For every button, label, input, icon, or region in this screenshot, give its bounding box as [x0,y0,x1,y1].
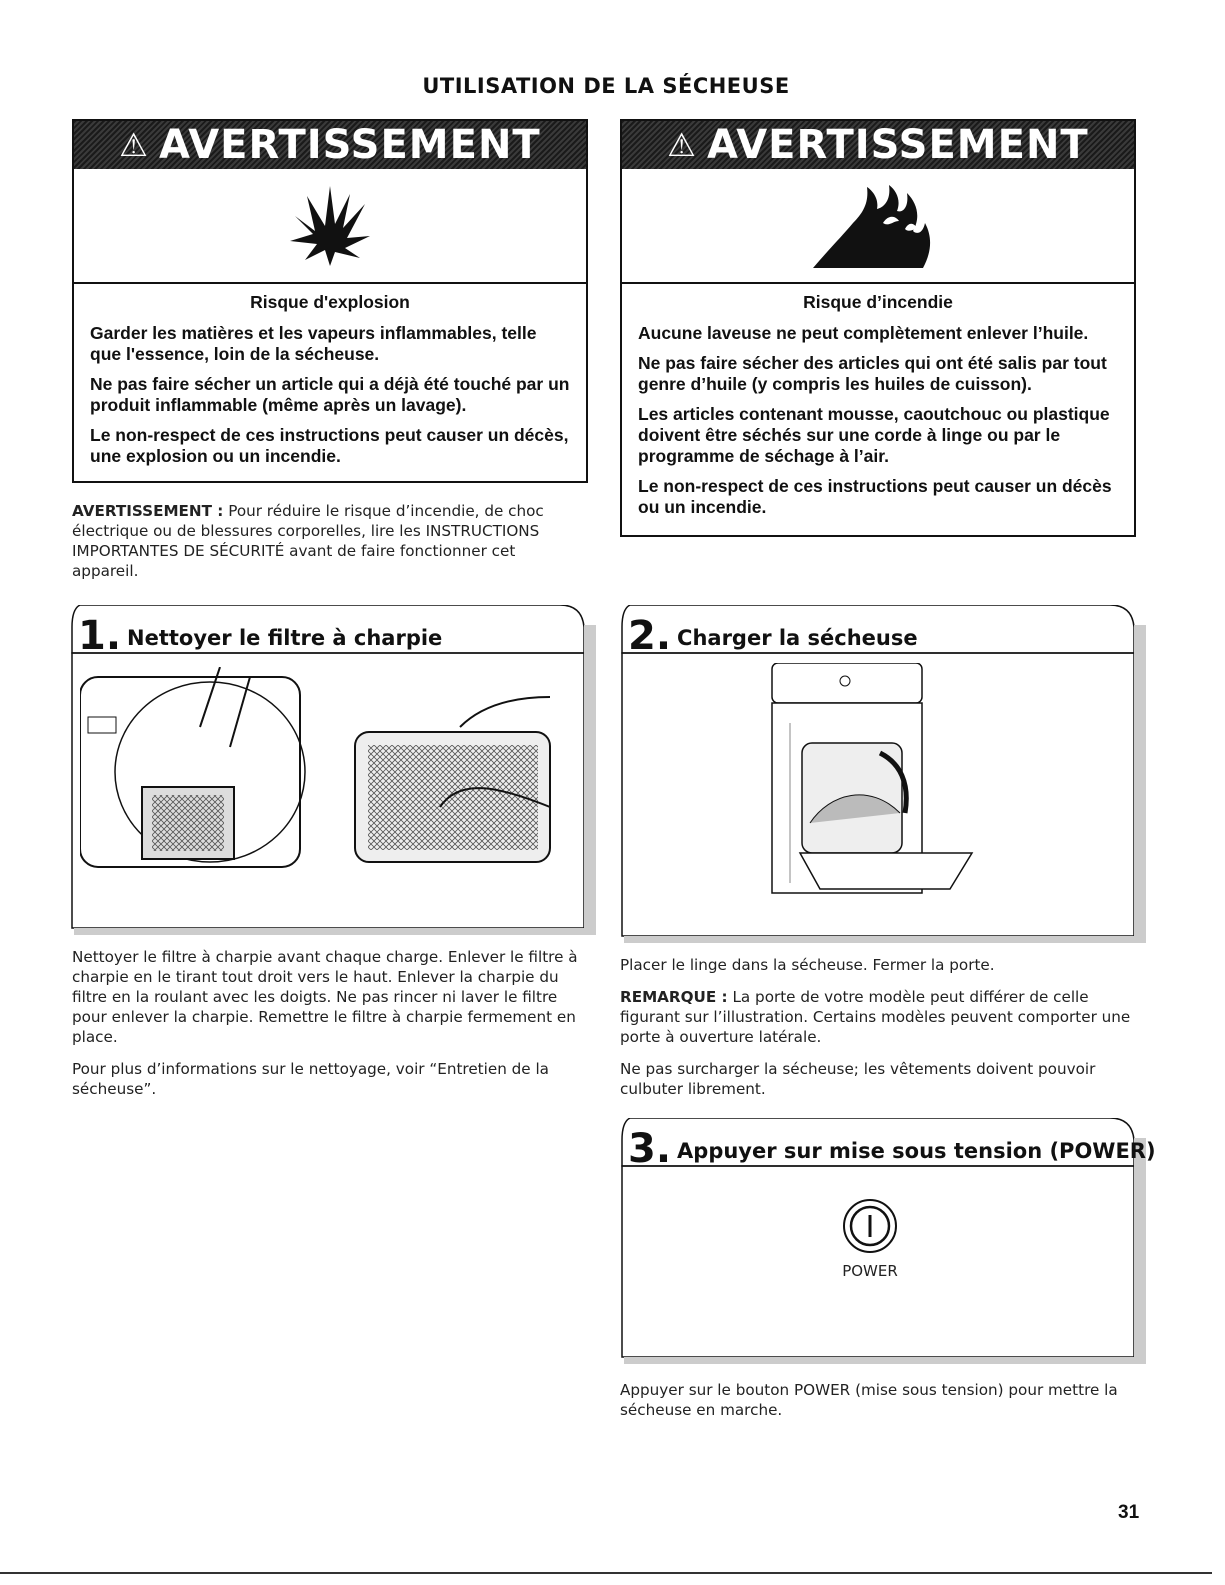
safety-note-text: Pour réduire le risque d’incendie, de choc électrique ou de blessures corporelles, lire les INSTRUCTIONS IMPORTANTES DE SÉCURITÉ avant de faire fonctionner cet appareil. [72,502,544,580]
step-3-text: Appuyer sur le bouton POWER (mise sous tension) pour mettre la sécheuse en marche. [620,1381,1118,1419]
fire-icon [622,169,1134,284]
step-1-title: 1. Nettoyer le filtre à charpie [78,613,443,659]
warning-box-fire [620,119,1136,537]
risk-title: Risque d’incendie [803,292,953,312]
explosion-icon [74,169,586,284]
dryer-illustration [760,663,980,907]
warning-header-label: AVERTISSEMENT [706,122,1089,168]
step-3-title: 3. Appuyer sur mise sous tension (POWER) [628,1126,1156,1172]
warning-line: Ne pas faire sécher un article qui a déjà été touché par un produit inflammable (même après un lavage). [90,374,570,415]
safety-note-label: AVERTISSEMENT : [72,502,224,520]
page-number: 31 [1118,1502,1140,1523]
warning-header [622,121,1134,169]
remark-label: REMARQUE : [620,988,728,1006]
safety-note [72,501,572,581]
step-2-panel [610,605,1150,943]
step-1-text: Nettoyer le filtre à charpie avant chaque charge. Enlever le filtre à charpie en le tirant tout droit vers le haut. Enlever la charpie du filtre en la roulant avec les doigts. Ne pas rincer ni laver le filtre pour enlever la charpie. Remettre le filtre à charpie fermement en place. Pour plus d’informations sur le nettoyage, voir “Entretien de la sécheuse”. [72,948,578,1098]
warning-line: Les articles contenant mousse, caoutchouc ou plastique doivent être séchés sur une corde à linge ou par le programme de séchage à l’air. [638,404,1110,466]
warning-line: Le non-respect de ces instructions peut causer un décès ou un incendie. [638,476,1112,517]
warning-line: Aucune laveuse ne peut complètement enlever l’huile. [638,323,1089,343]
warning-header [74,121,586,169]
step-2-text: Placer le linge dans la sécheuse. Fermer la porte. REMARQUE : La porte de votre modèle peut différer de celle figurant sur l’illustration. Certains modèles peuvent comporter une porte à ouverture latérale. Ne pas surcharger la sécheuse; les vêtements doivent pouvoir culbuter librement. [620,956,1131,1098]
warning-line: Ne pas faire sécher des articles qui ont été salis par tout genre d’huile (y compris les huiles de cuisson). [638,353,1107,394]
risk-title: Risque d'explosion [250,292,410,312]
step-3-panel [610,1118,1156,1364]
page-title: UTILISATION DE LA SÉCHEUSE [422,74,790,98]
warning-line: Le non-respect de ces instructions peut causer un décès, une explosion ou un incendie. [90,425,569,466]
power-label: POWER [842,1262,898,1280]
warning-triangle-icon: ⚠ [119,126,149,164]
bottom-rule [0,1572,1212,1574]
step-2-title: 2. Charger la sécheuse [628,613,918,659]
warning-header-label: AVERTISSEMENT [158,122,541,168]
warning-triangle-icon: ⚠ [667,126,697,164]
warning-line: Garder les matières et les vapeurs inflammables, telle que l'essence, loin de la sécheuse. [90,323,537,364]
power-icon [840,1196,900,1256]
step-1-panel [60,605,600,935]
warning-box-explosion [72,119,588,483]
lint-filter-illustration [80,667,580,926]
power-button[interactable] [840,1196,900,1256]
